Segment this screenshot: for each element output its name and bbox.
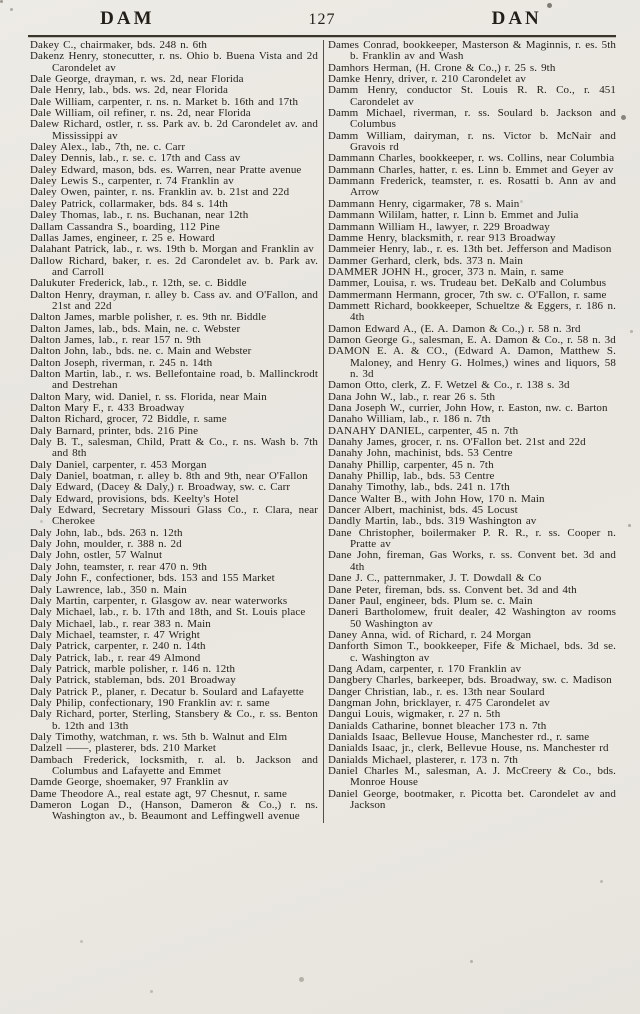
directory-entry: Dalton Joseph, riverman, r. 245 n. 14th [30, 356, 213, 369]
directory-entry: Dallow Richard, baker, r. es. 2d Carondelet av. b. Park av. and Carroll [30, 254, 318, 278]
directory-entry: Daly John, moulder, r. 388 n. 2d [30, 538, 182, 551]
directory-entry: Daner Paul, engineer, bds. Plum se. c. Main [328, 594, 533, 607]
directory-entry: Danahy Timothy, lab., bds. 241 n. 17th [328, 481, 510, 494]
directory-entry: Damon Edward A., (E. A. Damon & Co.,) r. 58 n. 3rd [328, 322, 581, 335]
directory-entry: Dammermann Hermann, grocer, 7th sw. c. O'Fallon, r. same [328, 288, 607, 301]
directory-entry: Dammer, Louisa, r. ws. Trudeau bet. DeKalb and Columbus [328, 277, 607, 290]
directory-entry: Daly Patrick, carpenter, r. 240 n. 14th [30, 640, 206, 653]
directory-entry: Danahy Phillip, carpenter, 45 n. 7th [328, 458, 494, 471]
directory-entry: Dangman John, bricklayer, r. 475 Carondelet av [328, 696, 550, 709]
directory-entry: Dallas James, engineer, r. 25 e. Howard [30, 231, 215, 244]
directory-entry: Dammer Gerhard, clerk, bds. 373 n. Main [328, 254, 524, 267]
directory-entry: Daly Daniel, carpenter, r. 453 Morgan [30, 458, 207, 471]
directory-entry: Daley Dennis, lab., r. se. c. 17th and Cass av [30, 152, 241, 165]
directory-entry: Daly Michael, lab., r. b. 17th and 18th, and St. Louis place [30, 606, 306, 619]
directory-entry: Daly Barnard, printer, bds. 216 Pine [30, 424, 199, 437]
directory-entry: Dane Christopher, boilermaker P. R. R., r. ss. Cooper n. Pratte av [328, 526, 616, 551]
directory-entry: Danahy James, grocer, r. ns. O'Fallon bet. 21st and 22d [328, 436, 586, 449]
directory-entry: Daly Edward, (Dacey & Daly,) r. Broadway, sw. c. Carr [30, 481, 291, 494]
directory-entry: Daly John F., confectioner, bds. 153 and 155 Market [30, 572, 275, 585]
directory-entry: Danahy Phillip, lab., bds. 53 Centre [328, 470, 495, 483]
directory-columns [0, 37, 640, 823]
directory-entry: Danahy John, machinist, bds. 53 Centre [328, 447, 513, 460]
directory-entry: Dale Henry, lab., bds. ws. 2d, near Florida [30, 84, 228, 97]
directory-entry: Daley Lewis S., carpenter, r. 74 Franklin av [30, 175, 234, 188]
directory-entry: Daly Timothy, watchman, r. ws. 5th b. Walnut and Elm [30, 730, 288, 743]
directory-entry: Dammann Charles, bookkeeper, r. ws. Collins, near Columbia [328, 152, 615, 165]
directory-entry: Danialds Isaac, Bellevue House, Manchester rd., r. same [328, 730, 590, 743]
header-center-zone [225, 11, 420, 29]
directory-entry: Damon Otto, clerk, Z. F. Wetzel & Co., r. 138 s. 3d [328, 379, 570, 392]
directory-entry: Damde George, shoemaker, 97 Franklin av [30, 776, 229, 789]
directory-entry: Damon George G., salesman, E. A. Damon & Co., r. 58 n. 3d [328, 333, 616, 346]
directory-entry: Dalukuter Frederick, lab., r. 12th, se. c. Biddle [30, 277, 247, 290]
directory-entry: Daly Philip, confectionary, 190 Franklin av. r. same [30, 696, 270, 709]
directory-entry: Dalton Richard, grocer, 72 Biddle, r. same [30, 413, 227, 426]
directory-entry: Dale William, oil refiner, r. ns. 2d, near Florida [30, 107, 251, 120]
directory-entry: DAMON E. A. & CO., (Edward A. Damon, Matthew S. Maloney, and Henry G. Holmes,) wines and liquors, 58 n. 3d [328, 345, 616, 380]
directory-entry: Daley Patrick, collarmaker, bds. 84 s. 14th [30, 197, 229, 210]
directory-entry: Daly Michael, lab., r. rear 383 n. Main [30, 617, 211, 630]
column-divider [323, 40, 324, 823]
directory-entry: Daley Owen, painter, r. ns. Franklin av. b. 21st and 22d [30, 186, 290, 199]
directory-entry: Dames Conrad, bookkeeper, Masterson & Maginnis, r. es. 5th b. Franklin av and Wash [328, 39, 616, 63]
directory-entry: Damm Michael, riverman, r. ss. Soulard b. Jackson and Columbus [328, 107, 616, 131]
directory-entry: Daly Richard, porter, Sterling, Stansbery & Co., r. ss. Benton b. 12th and 13th [30, 708, 318, 732]
directory-entry: DANAHY DANIEL, carpenter, 45 n. 7th [328, 424, 519, 437]
header-left-zone [30, 8, 225, 30]
directory-entry: Damm William, dairyman, r. ns. Victor b. McNair and Gravois rd [328, 129, 616, 154]
directory-entry: Dalton James, lab., r. rear 157 n. 9th [30, 333, 201, 346]
directory-entry: Daly Patrick, stableman, bds. 201 Broadway [30, 674, 236, 687]
directory-entry: Dammett Richard, bookkeeper, Schueltze & Eggers, r. 186 n. 4th [328, 299, 616, 324]
directory-entry: Damm Henry, conductor St. Louis R. R. Co., r. 451 Carondelet av [328, 84, 616, 108]
directory-entry: Daly Patrick, lab., r. rear 49 Almond [30, 651, 201, 664]
directory-entry: Daly Edward, provisions, bds. Keelty's Hotel [30, 492, 239, 505]
directory-entry: Dalton James, marble polisher, r. es. 9th nr. Biddle [30, 311, 267, 324]
directory-entry: Dakey C., chairmaker, bds. 248 n. 6th [30, 39, 207, 51]
directory-entry: Danforth Simon T., bookkeeper, Fife & Michael, bds. 3d se. c. Washington av [328, 640, 616, 664]
left-column [30, 40, 318, 823]
directory-entry: Damme Henry, blacksmith, r. rear 913 Broadway [328, 231, 556, 244]
running-title-right: DAN [491, 8, 542, 29]
directory-entry: Daly John, lab., bds. 263 n. 12th [30, 526, 183, 539]
directory-entry: Daney Anna, wid. of Richard, r. 24 Morgan [328, 628, 532, 641]
directory-entry: Dang Adam, carpenter, r. 170 Franklin av [328, 662, 522, 675]
directory-entry: Dalton John, lab., bds. ne. c. Main and Webster [30, 345, 252, 358]
directory-entry: Dalew Richard, ostler, r. ss. Park av. b. 2d Carondelet av. and Mississippi av [30, 118, 318, 142]
directory-entry: Dalton James, lab., bds. Main, ne. c. Webster [30, 322, 241, 335]
directory-entry: Danialds Isaac, jr., clerk, Bellevue House, ns. Manchester rd [328, 742, 609, 755]
directory-entry: Daly John, teamster, r. rear 470 n. 9th [30, 560, 208, 573]
directory-entry: Daniel Charles M., salesman, A. J. McCreery & Co., bds. Monroe House [328, 765, 616, 789]
directory-entry: Dandly Martin, lab., bds. 319 Washington av [328, 515, 537, 528]
directory-entry: Damhors Herman, (H. Crone & Co.,) r. 25 s. 9th [328, 61, 556, 74]
right-column [328, 40, 616, 823]
page-header [0, 0, 640, 33]
directory-entry: Danialds Michael, plasterer, r. 173 n. 7th [328, 753, 518, 766]
directory-entry: Dalton Henry, drayman, r. alley b. Cass av. and O'Fallon, and 21st and 22d [30, 288, 318, 312]
directory-entry: Dallam Cassandra S., boarding, 112 Pine [30, 220, 220, 233]
directory-entry: Dammann Charles, hatter, r. es. Linn b. Emmet and Geyer av [328, 163, 614, 176]
directory-entry: Dameron Logan D., (Hanson, Dameron & Co.,) r. ns. Washington av., b. Beaumont and Leffingwell avenue [30, 799, 318, 823]
directory-entry: Danialds Catharine, bonnet bleacher 173 n. 7th [328, 719, 547, 732]
directory-entry: Dalton Mary, wid. Daniel, r. ss. Florida, near Main [30, 390, 267, 403]
directory-entry: Dakenz Henry, stonecutter, r. ns. Ohio b. Buena Vista and 2d Carondelet av [30, 50, 318, 74]
directory-entry: Dammeier Henry, lab., r. es. 13th bet. Jefferson and Madison [328, 243, 612, 256]
directory-entry: Daly Edward, Secretary Missouri Glass Co., r. Clara, near Cherokee [30, 504, 318, 528]
directory-entry: Daly Patrick, marble polisher, r. 146 n. 12th [30, 662, 236, 675]
directory-entry: Daley Edward, mason, bds. es. Warren, near Pratte avenue [30, 163, 302, 176]
directory-entry: Dalahant Patrick, lab., r. ws. 19th b. Morgan and Franklin av [30, 243, 314, 256]
directory-entry: Dance Walter B., with John How, 170 n. Main [328, 492, 545, 505]
directory-entry: Daly Lawrence, lab., 350 n. Main [30, 583, 187, 596]
directory-entry: DAMMER JOHN H., grocer, 373 n. Main, r. same [328, 265, 564, 278]
directory-entry: Dammann Henry, cigarmaker, 78 s. Main [328, 197, 520, 210]
directory-entry: Daly B. T., salesman, Child, Pratt & Co., r. ns. Wash b. 7th and 8th [30, 436, 318, 460]
directory-entry: Dalzell ——, plasterer, bds. 210 Market [30, 742, 217, 755]
directory-entry: Dana Joseph W., currier, John How, r. Easton, nw. c. Barton [328, 402, 608, 414]
directory-entry: Dalton Martin, lab., r. ws. Bellefontaine road, b. Mallinckrodt and Destrehan [30, 367, 318, 392]
directory-entry: Dale George, drayman, r. ws. 2d, near Florida [30, 73, 244, 86]
directory-entry: Dane J. C., patternmaker, J. T. Dowdall & Co [328, 572, 542, 585]
directory-entry: Dangui Louis, wigmaker, r. 27 n. 5th [328, 708, 501, 721]
directory-entry: Dambach Frederick, locksmith, r. al. b. Jackson and Columbus and Lafayette and Emmet [30, 753, 318, 777]
page-number: 127 [308, 11, 336, 28]
directory-entry: Dammann Wililam, hatter, r. Linn b. Emmet and Julia [328, 209, 579, 222]
directory-entry: Dammann William H., lawyer, r. 229 Broadway [328, 220, 550, 233]
directory-entry: Damke Henry, driver, r. 210 Carondelet av [328, 73, 527, 86]
directory-entry: Daley Alex., lab., 7th, ne. c. Carr [30, 141, 186, 154]
directory-entry: Dale William, carpenter, r. ns. n. Market b. 16th and 17th [30, 95, 299, 108]
directory-entry: Dalton Mary F., r. 433 Broadway [30, 402, 185, 414]
directory-entry: Daly John, ostler, 57 Walnut [30, 549, 163, 562]
directory-entry: Dangbery Charles, barkeeper, bds. Broadway, sw. c. Madison [328, 674, 612, 687]
directory-entry: Daly Martin, carpenter, r. Glasgow av. near waterworks [30, 594, 288, 607]
directory-entry: Daley Thomas, lab., r. ns. Buchanan, near 12th [30, 209, 249, 222]
directory-entry: Dana John W., lab., r. rear 26 s. 5th [328, 390, 496, 403]
header-right-zone [419, 8, 614, 30]
directory-entry: Daly Michael, teamster, r. 47 Wright [30, 628, 200, 641]
directory-entry: Dame Theodore A., real estate agt, 97 Chesnut, r. same [30, 787, 288, 800]
directory-entry: Daniel George, bootmaker, r. Picotta bet. Carondelet av and Jackson [328, 787, 616, 812]
directory-entry: Danger Christian, lab., r. es. 13th near Soulard [328, 685, 545, 698]
directory-entry: Daly Daniel, boatman, r. alley b. 8th and 9th, near O'Fallon [30, 470, 308, 483]
directory-entry: Danaho William, lab., r. 186 n. 7th [328, 413, 491, 426]
directory-entry: Dammann Frederick, teamster, r. es. Rosatti b. Ann av and Arrow [328, 175, 616, 199]
directory-entry: Dane Peter, fireman, bds. ss. Convent bet. 3d and 4th [328, 583, 577, 596]
directory-entry: Dancer Albert, machinist, bds. 45 Locust [328, 504, 518, 517]
directory-entry: Daneri Bartholomew, fruit dealer, 42 Washington av rooms 50 Washington av [328, 606, 616, 630]
directory-entry: Daly Patrick P., planer, r. Decatur b. Soulard and Lafayette [30, 685, 304, 698]
directory-entry: Dane John, fireman, Gas Works, r. ss. Convent bet. 3d and 4th [328, 549, 616, 573]
scan-speckles [0, 0, 3, 3]
running-title-left: DAM [100, 8, 155, 29]
